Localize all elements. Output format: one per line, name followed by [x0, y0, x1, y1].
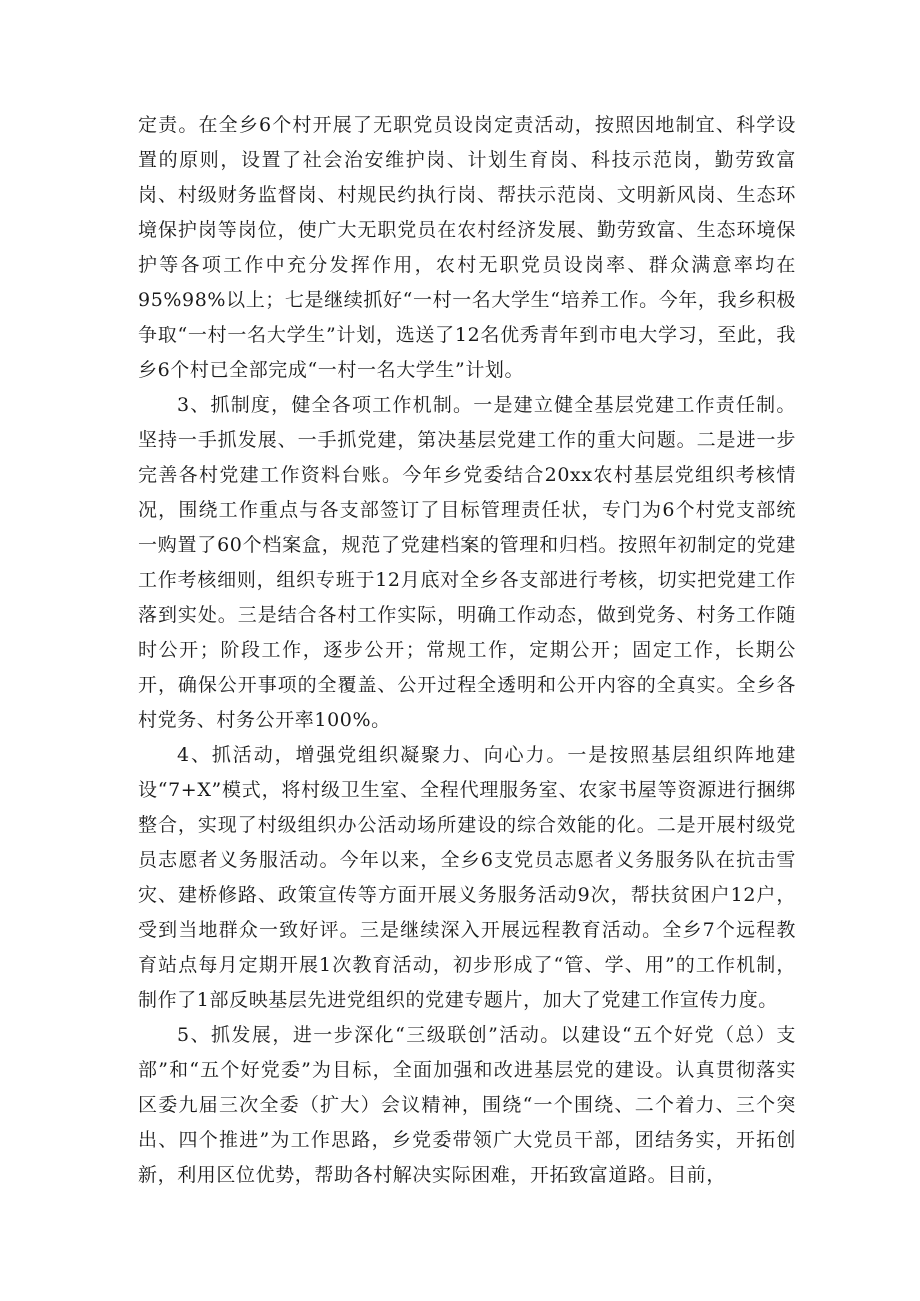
paragraph-1: 定责。在全乡6个村开展了无职党员设岗定责活动，按照因地制宜、科学设置的原则，设置了社会治安维护岗、计划生育岗、科技示范岗，勤劳致富岗、村级财务监督岗、村规民约执行岗、帮扶示范岗、文明新风岗、生态环境保护岗等岗位，使广大无职党员在农村经济发展、勤劳致富、生态环境保护等各项工作中充分发挥作用，农村无职党员设岗率、群众满意率均在95%98%以上；七是继续抓好“一村一名大学生“培养工作。今年，我乡积极争取“一村一名大学生”计划，选送了12名优秀青年到市电大学习，至此，我乡6个村已全部完成“一村一名大学生”计划。: [138, 114, 796, 381]
paragraph-2: 3、抓制度，健全各项工作机制。一是建立健全基层党建工作责任制。坚持一手抓发展、一手抓党建，第决基层党建工作的重大问题。二是进一步完善各村党建工作资料台账。今年乡党委结合20xx农村基层党组织考核情况，围绕工作重点与各支部签订了目标管理责任状，专门为6个村党支部统一购置了60个档案盒，规范了党建档案的管理和归档。按照年初制定的党建工作考核细则，组织专班于12月底对全乡各支部进行考核，切实把党建工作落到实处。三是结合各村工作实际，明确工作动态，做到党务、村务工作随时公开；阶段工作，逐步公开；常规工作，定期公开；固定工作，长期公开，确保公开事项的全覆盖、公开过程全透明和公开内容的全真实。全乡各村党务、村务公开率100%。: [138, 394, 796, 731]
paragraph-4: 5、抓发展，进一步深化“三级联创”活动。以建设“五个好党（总）支部”和“五个好党委”为目标，全面加强和改进基层党的建设。认真贯彻落实区委九届三次全委（扩大）会议精神，围绕“一个围绕、二个着力、三个突出、四个推进”为工作思路，乡党委带领广大党员干部，团结务实，开拓创新，利用区位优势，帮助各村解决实际困难，开拓致富道路。目前，: [138, 1024, 796, 1186]
paragraph-3: 4、抓活动，增强党组织凝聚力、向心力。一是按照基层组织阵地建设“7+X”模式，将村级卫生室、全程代理服务室、农家书屋等资源进行捆绑整合，实现了村级组织办公活动场所建设的综合效能的化。二是开展村级党员志愿者义务服活动。今年以来，全乡6支党员志愿者义务服务队在抗击雪灾、建桥修路、政策宣传等方面开展义务服务活动9次，帮扶贫困户12户，受到当地群众一致好评。三是继续深入开展远程教育活动。全乡7个远程教育站点每月定期开展1次教育活动，初步形成了“管、学、用”的工作机制，制作了1部反映基层先进党组织的党建专题片，加大了党建工作宣传力度。: [138, 744, 796, 1011]
document-body: [138, 108, 796, 1193]
